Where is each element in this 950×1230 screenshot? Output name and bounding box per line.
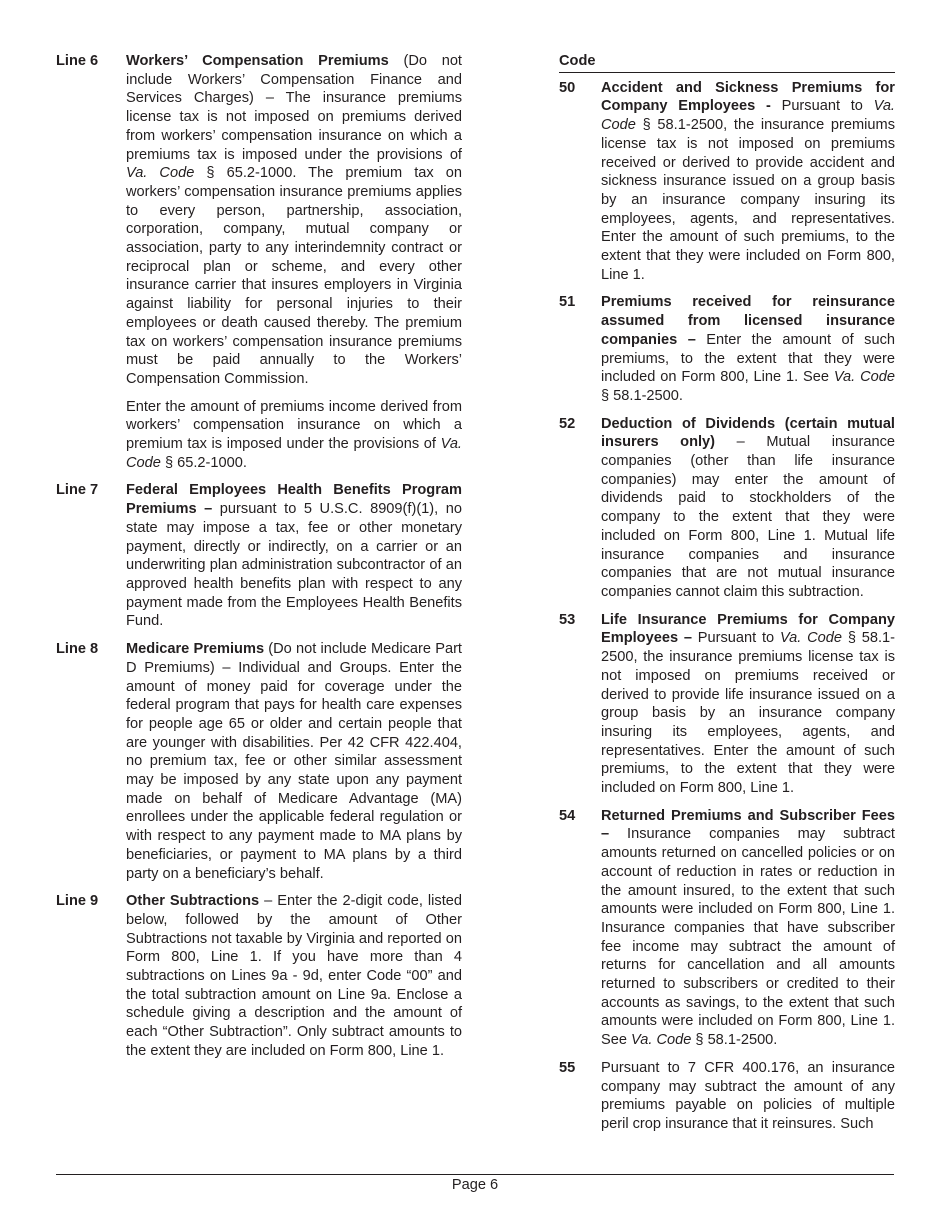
code-53-paragraph — [601, 611, 895, 798]
code-52-body — [601, 415, 895, 602]
code-50-title: Accident and Sickness Premiums for Company Employees - — [601, 79, 895, 115]
code-53-title: Life Insurance Premiums for Company Employees – — [601, 611, 895, 647]
code-55-text: Pursuant to 7 CFR 400.176, an insurance company may subtract the amount of any premiums payable on policies of multiple peril crop insurance that it reinsures. Such — [601, 1059, 895, 1132]
code-53-citation: Va. Code — [779, 630, 843, 647]
code-50-text-a: Pursuant to — [770, 98, 874, 115]
code-54-label: 54 — [559, 807, 576, 824]
line-6-title: Workers’ Compensation Premiums — [126, 53, 389, 69]
line-9-title: Other Subtractions — [126, 893, 260, 910]
line-9-entry — [56, 892, 462, 1060]
code-55-paragraph — [601, 1059, 895, 1134]
line-6-label: Line 6 — [56, 53, 99, 69]
code-52-entry — [559, 415, 895, 602]
code-50-paragraph — [601, 79, 895, 285]
line-9-paragraph — [126, 892, 462, 1060]
code-52-title: Deduction of Dividends (certain mutual insurers only) — [601, 415, 895, 451]
line-8-entry — [56, 640, 462, 883]
line-6-p2-text-a: Enter the amount of premiums income derived from workers’ compensation insurance on which a premium tax is imposed under the provisions of — [126, 398, 462, 453]
line-8-paragraph — [126, 640, 462, 883]
code-54-title: Returned Premiums and Subscriber Fees – — [601, 807, 895, 843]
code-52-paragraph — [601, 415, 895, 602]
line-6-text-b: § 65.2-1000. The premium tax on workers’ compensation insurance premiums applies to every person, partnership, association, corporation, company, mutual company or association, party to any interindemnity contract or reciprocal plan or scheme, and every other insurance carrier that insures employers in Virginia against liability for personal injuries to their employees or death caused thereby. The premium tax on workers’ compensation insurance premiums must be paid annually to the Workers’ Compensation Commission. — [126, 165, 462, 387]
code-51-label: 51 — [559, 294, 576, 311]
line-8-text: (Do not include Medicare Part D Premiums) – Individual and Groups. Enter the amount of money paid for coverage under the federal program that pays for health care expenses for people age 65 or older and certain people that are younger with disabilities. Per 42 CFR 422.404, no premium tax, fee or other similar assessment may be imposed by any state upon any payment made on behalf of Medicare Advantage (MA) enrollees under the applicable federal regulation or with respect to any payment made to MA plans by beneficiaries, or payment to MA plans by a third party on a beneficiary’s behalf. — [126, 641, 462, 882]
line-6-paragraph-1 — [126, 52, 462, 389]
line-8-label: Line 8 — [56, 641, 99, 658]
code-55-entry — [559, 1059, 895, 1134]
line-6-text-a: (Do not include Workers’ Compensation Finance and Services Charges) – The insurance premiums license tax is not imposed on premiums derived from workers’ compensation insurance on which a premiums tax is imposed under the provisions of — [126, 53, 462, 163]
left-column — [56, 52, 462, 1070]
line-6-entry — [56, 52, 462, 472]
code-53-text-a: Pursuant to — [691, 630, 780, 647]
line-6-body — [126, 52, 462, 472]
line-8-title: Medicare Premiums — [126, 641, 265, 658]
page-number: Page 6 — [451, 1177, 499, 1193]
code-55-label: 55 — [559, 1059, 576, 1076]
code-53-body — [601, 611, 895, 798]
code-53-text-b: § 58.1-2500, the insurance premiums license tax is not imposed on premiums received or derived to provide life insurance issued on a group basis by an insurance company insuring its employees, agents, and representatives. Enter the amount of such premiums, to the extent that they were included on Form 800, Line 1. — [601, 630, 896, 797]
line-7-paragraph — [126, 481, 462, 631]
line-7-entry — [56, 481, 462, 631]
code-52-label: 52 — [559, 415, 576, 432]
line-9-body — [126, 892, 462, 1060]
code-53-entry — [559, 611, 895, 798]
line-7-body — [126, 481, 462, 631]
code-52-text: – Mutual insurance companies (other than life insurance companies) may enter the amount of dividends paid to stockholders of the company to the extent that they were included on Form 800, Line 1. Mutual life insurance companies and insurance companies that are not mutual insurance companies cannot claim this subtraction. — [601, 434, 895, 600]
code-54-text-a: Insurance companies may subtract amounts returned on cancelled policies or on account of reduction in rates or reduction in the amount insured, to the extent that such amounts were included on Form 800, Line 1. Insurance companies that have subscriber fee income may subtract the amount of returns for cancellation and all amounts returned to subscribers or credited to their accounts as savings, to the extent that such amounts were included on Form 800, Line 1. See — [601, 826, 895, 1049]
code-51-title: Premiums received for reinsurance assumed from licensed insurance companies – — [601, 294, 895, 348]
footer-divider — [56, 1174, 894, 1175]
code-51-text-a: Enter the amount of such premiums, to the extent that they were included on Form 800, Line 1. See — [601, 331, 895, 386]
code-54-citation: Va. Code — [631, 1032, 692, 1049]
code-55-body — [601, 1059, 895, 1134]
line-6-paragraph-2 — [126, 398, 462, 473]
code-54-entry — [559, 807, 895, 1050]
code-50-citation: Va. Code — [601, 98, 895, 134]
line-7-title: Federal Employees Health Benefits Program Premiums – — [126, 482, 462, 518]
line-8-body — [126, 640, 462, 883]
line-6-p2-citation: Va. Code — [126, 436, 462, 471]
code-54-paragraph — [601, 807, 895, 1050]
code-51-paragraph — [601, 293, 895, 405]
line-9-text: – Enter the 2-digit code, listed below, followed by the amount of Other Subtractions not taxable by Virginia and reported on Form 800, Line 1. If you have more than 4 subtractions on Lines 9a - 9d, enter Code “00” and the total subtraction amount on Line 9a. Enclose a schedule giving a description and the amount of each “Other Subtraction”. Only subtract amounts to the extent they are included on Form 800, Line 1. — [126, 893, 463, 1059]
code-51-text-b: § 58.1-2500. — [601, 387, 683, 404]
code-54-text-b: § 58.1-2500. — [691, 1032, 778, 1049]
code-51-citation: Va. Code — [833, 369, 895, 386]
line-7-label: Line 7 — [56, 482, 99, 499]
code-51-body — [601, 293, 895, 405]
line-9-label: Line 9 — [56, 893, 99, 910]
line-7-text: pursuant to 5 U.S.C. 8909(f)(1), no state may impose a tax, fee or other monetary payment, directly or indirectly, on a carrier or an underwriting plan administration subcontractor of an approved health benefits plan with respect to any payment made from the Employees Health Benefits Fund. — [126, 501, 462, 630]
code-50-text-b: § 58.1-2500, the insurance premiums license tax is not imposed on premiums received or derived to provide accident and sickness insurance issued on a group basis by an insurance company insuring its employees, agents, and representatives. Enter the amount of such premiums, to the extent that they were included on Form 800, Line 1. — [601, 117, 895, 283]
code-50-label: 50 — [559, 79, 576, 96]
code-54-body — [601, 807, 895, 1050]
right-column — [559, 52, 895, 1143]
line-6-citation: Va. Code — [126, 165, 195, 182]
code-51-entry — [559, 293, 895, 405]
code-50-body — [601, 79, 895, 285]
code-column-header: Code — [559, 52, 895, 73]
line-6-p2-text-b: § 65.2-1000. — [160, 454, 247, 471]
code-53-label: 53 — [559, 611, 576, 628]
code-50-entry — [559, 79, 895, 285]
